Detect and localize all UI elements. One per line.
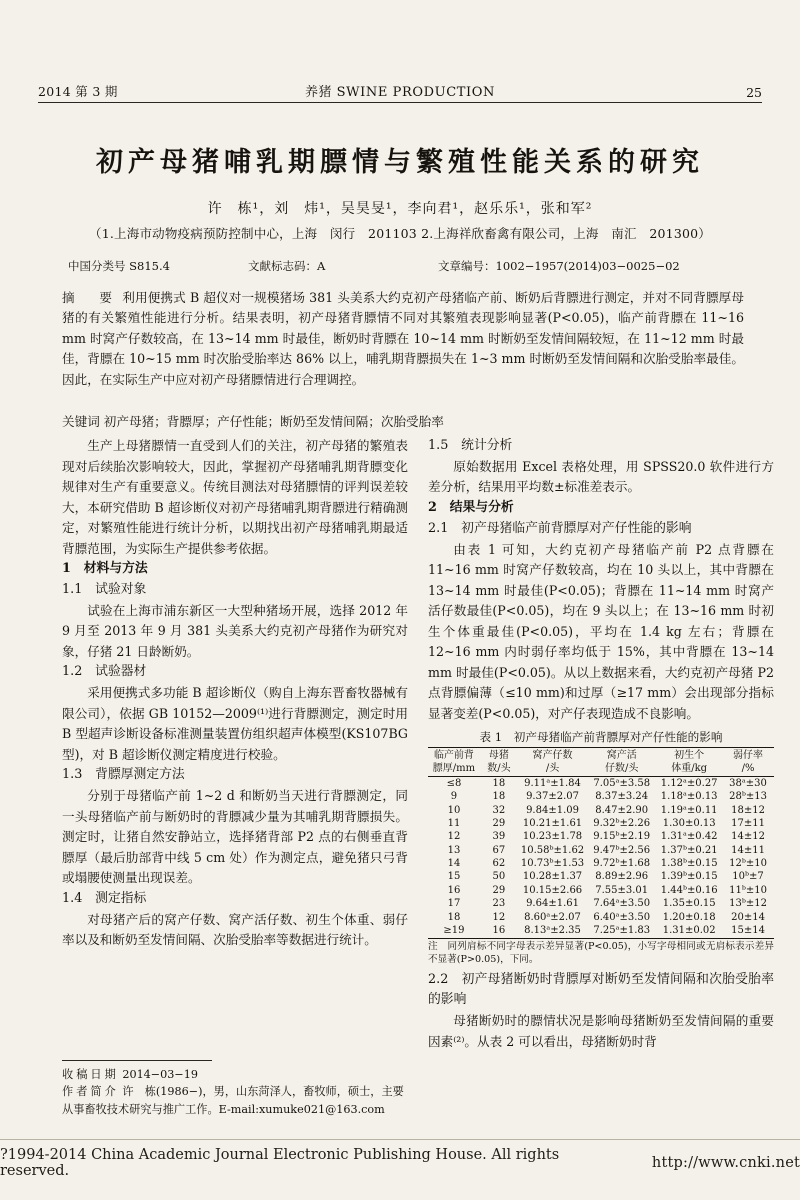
- table-cell: 32: [492, 804, 506, 816]
- table-cell: 18: [492, 791, 506, 803]
- table-cell: 1.38ᵇ±0.15: [660, 858, 718, 870]
- journal-name: [38, 81, 762, 100]
- table-row: [428, 898, 774, 911]
- table-cell: 1.19ᵃ±0.11: [660, 804, 718, 816]
- table-cell: 9.15ᵇ±2.19: [593, 831, 651, 843]
- keywords: [62, 412, 744, 432]
- table-cell: 39: [492, 831, 506, 843]
- table-cell: 1.44ᵇ±0.16: [660, 884, 718, 896]
- journal-name-en: SWINE PRODUCTION: [336, 85, 495, 100]
- table-cell: 67: [492, 844, 506, 856]
- abstract-text: 利用便携式 B 超仪对一规模猪场 381 头美系大约克初产母猪临产前、断奶后背膘进行测定，并对不同背膘厚母猪的有关繁殖性能进行分析。结果表明，初产母猪背膘情不同对其繁殖表现影响显著(P<0.05)，临产前背膘在 11~16 mm 时窝产仔数较高，在 13~14 mm 时最佳，断奶时背膘在 10~14 mm 时断奶至发情间隔较短，在 11~12 mm 时最佳，背膘在 10~15 mm 时次胎受胎率达 86% 以上，哺乳期背膘损失在 1~3 mm 时断奶至发情间隔和次胎受胎率最佳。因此，在实际生产中应对初产母猪膘情进行合理调控。: [62, 290, 744, 387]
- results-table: [428, 747, 774, 939]
- journal-name-cn: 养猪: [304, 85, 332, 100]
- table-cell: 13: [447, 844, 461, 856]
- unit-weak-rate: /%: [741, 763, 755, 775]
- col-header-weak-rate: 弱仔率: [733, 750, 764, 762]
- table-cell: 7.64ᵃ±3.50: [593, 898, 651, 910]
- body-column-right: [428, 436, 774, 1052]
- table-row: [428, 858, 774, 871]
- paragraph: 分别于母猪临产前 1~2 d 和断奶当天进行背膘测定，同一头母猪临产前与断奶时的背膘减少量为其哺乳期背膘损失。测定时，让猪自然安静站立，选择猪背部 P2 点的右侧垂直背膘厚（最后肋部背中线 5 cm 处）作为测定点，避免猪只弓背或塌腰使测量出现误差。: [62, 788, 408, 886]
- table-cell: 9.84±1.09: [526, 804, 579, 816]
- col-header-born-alive: 窝产活: [606, 750, 637, 762]
- unit-total-born: /头: [545, 763, 560, 775]
- table-cell: 6.40ᵃ±3.50: [593, 911, 651, 923]
- table-cell: 1.35±0.15: [662, 898, 716, 910]
- table-row: [428, 804, 774, 817]
- table-header-units-row: [428, 763, 774, 777]
- table-cell: 9.47ᵇ±2.56: [593, 844, 651, 856]
- table-cell: 20±14: [731, 911, 765, 923]
- table-cell: 1.31±0.02: [662, 924, 716, 936]
- table-cell: 14±11: [731, 844, 765, 856]
- table-cell: 9.72ᵇ±1.68: [593, 858, 651, 870]
- table-cell: 8.60ᵃ±2.07: [524, 911, 581, 923]
- page-title: 初产母猪哺乳期膘情与繁殖性能关系的研究: [96, 147, 704, 178]
- table-cell: 9: [450, 791, 458, 803]
- table-cell: 9.32ᵇ±2.26: [593, 817, 651, 829]
- table-cell: 12: [492, 911, 506, 923]
- table-row: [428, 924, 774, 938]
- table-row: [428, 884, 774, 897]
- table-caption: 表 1 初产母猪临产前背膘厚对产仔性能的影响: [479, 730, 723, 745]
- table-cell: 29: [492, 884, 506, 896]
- table-cell: 1.30±0.13: [662, 817, 716, 829]
- table-body: [428, 777, 774, 939]
- running-head: [38, 78, 762, 100]
- author-bio: [62, 1083, 410, 1118]
- table-cell: 9.11ᵃ±1.84: [524, 777, 581, 789]
- table-cell: 8.13ᵃ±2.35: [524, 924, 581, 936]
- keywords-label: 关键词: [62, 414, 100, 429]
- table-cell: 15±14: [731, 924, 765, 936]
- header-divider: [38, 102, 762, 103]
- subsection-heading: 2.1 初产母猪临产前背膘厚对产仔性能的影响: [428, 520, 692, 536]
- table-cell: 8.89±2.96: [595, 871, 649, 883]
- table-cell: 10.23±1.78: [522, 831, 583, 843]
- table-cell: 11: [447, 817, 461, 829]
- page-number: 25: [746, 85, 762, 100]
- table-cell: 8.37±3.24: [595, 791, 649, 803]
- table-row: [428, 777, 774, 791]
- table-row: [428, 831, 774, 844]
- footnote-divider: [62, 1060, 212, 1061]
- table-cell: 29: [492, 817, 506, 829]
- subsection-heading: 2.2 初产母猪断奶时背膘厚对断奶至发情间隔和次胎受胎率的影响: [428, 971, 774, 1008]
- unit-born-alive: 仔数/头: [605, 763, 639, 775]
- author-bio-label: 作者简介: [62, 1085, 119, 1099]
- table-note: 注 同列肩标不同字母表示差异显著(P<0.05)，小写字母相同或无肩标表示差异不显著(P>0.05)，下同。: [428, 940, 774, 965]
- table-cell: 14±12: [731, 831, 765, 843]
- table-cell: 16: [447, 884, 461, 896]
- paragraph: 对母猪产后的窝产仔数、窝产活仔数、初生个体重、弱仔率以及和断奶至发情间隔、次胎受胎率等数据进行统计。: [62, 911, 408, 948]
- abstract: [62, 288, 744, 390]
- table-cell: 13ᵇ±12: [729, 898, 767, 910]
- unit-birth-weight: 体重/kg: [671, 763, 708, 775]
- table-header-row: [428, 748, 774, 763]
- table-cell: 7.25ᵃ±1.83: [593, 924, 651, 936]
- received-label: 收稿日期: [62, 1068, 119, 1081]
- table-cell: 10: [447, 804, 461, 816]
- table-cell: ≥19: [443, 924, 465, 936]
- table-cell: ≤8: [446, 777, 462, 789]
- paragraph: 由表 1 可知，大约克初产母猪临产前 P2 点背膘在 11~16 mm 时窝产仔数较高，均在 10 头以上，其中背膘在 13~14 mm 时最佳(P<0.05)；背膘在 11~14 mm 时窝产活仔数最佳(P<0.05)，均在 9 头以上；在 13~16 mm 时初生个体重最佳(P<0.05)，平均在 1.4 kg 左右；背膘在 12~16 mm 内时弱仔率均低于 15%，其中背膘在 13~14 mm 时最佳(P<0.05)。从以上数据来看，大约克初产母猪 P2 点背膘偏薄（≤10 mm)和过厚（≥17 mm）会出现部分指标显著变差(P<0.05)，对产仔表现造成不良影响。: [428, 541, 774, 721]
- classification-codes: [68, 258, 732, 274]
- col-header-backfat: 临产前背: [433, 750, 474, 762]
- table-cell: 1.18ᵃ±0.13: [660, 791, 718, 803]
- cnki-url[interactable]: http://www.cnki.net: [651, 1155, 800, 1171]
- abstract-label: 摘 要: [62, 290, 119, 305]
- table-cell: 15: [447, 871, 461, 883]
- table-row: [428, 844, 774, 857]
- table-cell: 28ᵇ±13: [729, 791, 767, 803]
- subsection-heading: 1.2 试验器材: [62, 664, 147, 680]
- section-heading: 1 材料与方法: [62, 561, 148, 577]
- table-cell: 11ᵇ±10: [729, 884, 767, 896]
- section-heading: 2 结果与分析: [428, 499, 514, 515]
- issue-label: 2014 第 3 期: [38, 84, 118, 99]
- col-header-sows: 母猪: [488, 750, 509, 762]
- table-cell: 62: [492, 858, 506, 870]
- subsection-heading: 1.5 统计分析: [428, 438, 513, 453]
- table-cell: 1.20±0.18: [662, 911, 716, 923]
- table-cell: 1.39ᵇ±0.15: [660, 871, 718, 883]
- subsection-heading: 1.4 测定指标: [62, 890, 147, 906]
- table-cell: 10.21±1.61: [522, 817, 583, 829]
- table-cell: 14: [447, 858, 461, 870]
- subsection-heading: 1.3 背膘厚测定方法: [62, 767, 185, 783]
- paragraph: 采用便携式多功能 B 超诊断仪（购自上海东晋畜牧器械有限公司），依据 GB 10152—2009⁽¹⁾进行背膘测定，测定时用 B 型超声诊断设备标准测量装置仿组织超声体模型(KS107BG 型)，对 B 超诊断仪测定精度进行校验。: [62, 685, 408, 762]
- clc-code: 中国分类号 S815.4: [68, 259, 170, 273]
- table-cell: 1.31ᵃ±0.42: [660, 831, 718, 843]
- table-cell: 10ᵇ±7: [732, 871, 764, 883]
- table-cell: 12: [447, 831, 461, 843]
- col-header-birth-weight: 初生个: [674, 750, 705, 762]
- table-cell: 17: [447, 898, 461, 910]
- received-date: [62, 1066, 410, 1083]
- footnote-block: [62, 1066, 410, 1118]
- table-cell: 18±12: [731, 804, 765, 816]
- author-bio-text: 许 栋(1986−)，男，山东菏泽人，畜牧师，硕士，主要从事畜牧技术研究与推广工作。E-mail:xumuke021@163.com: [62, 1085, 404, 1116]
- table-row: [428, 871, 774, 884]
- table-cell: 9.64±1.61: [526, 898, 579, 910]
- table-row: [428, 911, 774, 924]
- paragraph: 母猪断奶时的膘情状况是影响母猪断奶至发情间隔的重要因素⁽²⁾。从表 2 可以看出，母猪断奶时背: [428, 1013, 774, 1049]
- table-cell: 18: [447, 911, 461, 923]
- unit-sows: 数/头: [487, 763, 511, 775]
- author-list: 许 栋¹，刘 炜¹，吴昊旻¹，李向君¹，赵乐乐¹，张和军²: [207, 201, 593, 217]
- article-id: 文章编号：1002−1957(2014)03−0025−02: [438, 259, 680, 273]
- table-cell: 8.47±2.90: [595, 804, 649, 816]
- table-cell: 7.05ᵃ±3.58: [593, 777, 651, 789]
- body-column-left: [62, 436, 408, 951]
- table-row: [428, 791, 774, 804]
- paragraph: 原始数据用 Excel 表格处理，用 SPSS20.0 软件进行方差分析，结果用平均数±标准差表示。: [428, 458, 774, 495]
- received-value: 2014−03−19: [122, 1068, 199, 1081]
- affiliation: （1.上海市动物疫病预防控制中心，上海 闵行 201103 2.上海祥欣畜禽有限公司，上海 南汇 201300）: [89, 226, 711, 241]
- unit-backfat: 膘厚/mm: [432, 763, 476, 775]
- paragraph: 生产上母猪膘情一直受到人们的关注，初产母猪的繁殖表现对后续胎次影响较大，因此，掌握初产母猪哺乳期背膘变化规律对生产有重要意义。传统目测法对母猪膘情的评判误差较大，本研究借助 B 超诊断仪对初产母猪哺乳期背膘进行精确测定，对繁殖性能进行统计分析，以期找出初产母猪哺乳期最适背膘范围，为实际生产提供参考依据。: [62, 438, 408, 556]
- table-cell: 1.37ᵇ±0.21: [660, 844, 718, 856]
- table-cell: 10.58ᵇ±1.62: [520, 844, 585, 856]
- table-cell: 12ᵇ±10: [729, 858, 767, 870]
- paragraph: 试验在上海市浦东新区一大型种猪场开展，选择 2012 年 9 月至 2013 年 9 月 381 头美系大约克初产母猪作为研究对象，仔猪 21 日龄断奶。: [62, 602, 408, 659]
- cnki-banner: [0, 1139, 800, 1180]
- table-cell: 1.12ᵃ±0.27: [660, 777, 718, 789]
- table-cell: 16: [492, 924, 506, 936]
- table-cell: 23: [492, 898, 506, 910]
- table-cell: 7.55±3.01: [595, 884, 649, 896]
- table-cell: 10.73ᵇ±1.53: [520, 858, 585, 870]
- table-cell: 50: [492, 871, 506, 883]
- document-code: 文献标志码：A: [248, 259, 326, 273]
- table-cell: 18: [492, 777, 506, 789]
- keywords-text: 初产母猪；背膘厚；产仔性能；断奶至发情间隔；次胎受胎率: [103, 414, 444, 429]
- table-cell: 10.28±1.37: [522, 871, 583, 883]
- col-header-total-born: 窝产仔数: [532, 750, 573, 762]
- table-head: [428, 748, 774, 777]
- subsection-heading: 1.1 试验对象: [62, 581, 147, 597]
- table-cell: 9.37±2.07: [526, 791, 579, 803]
- table-row: [428, 817, 774, 830]
- table-cell: 10.15±2.66: [522, 884, 583, 896]
- table-cell: 38ᵃ±30: [729, 777, 767, 789]
- copyright-text: ?1994-2014 China Academic Journal Electronic Publishing House. All rights reserved.: [0, 1147, 560, 1179]
- table-cell: 17±11: [731, 817, 765, 829]
